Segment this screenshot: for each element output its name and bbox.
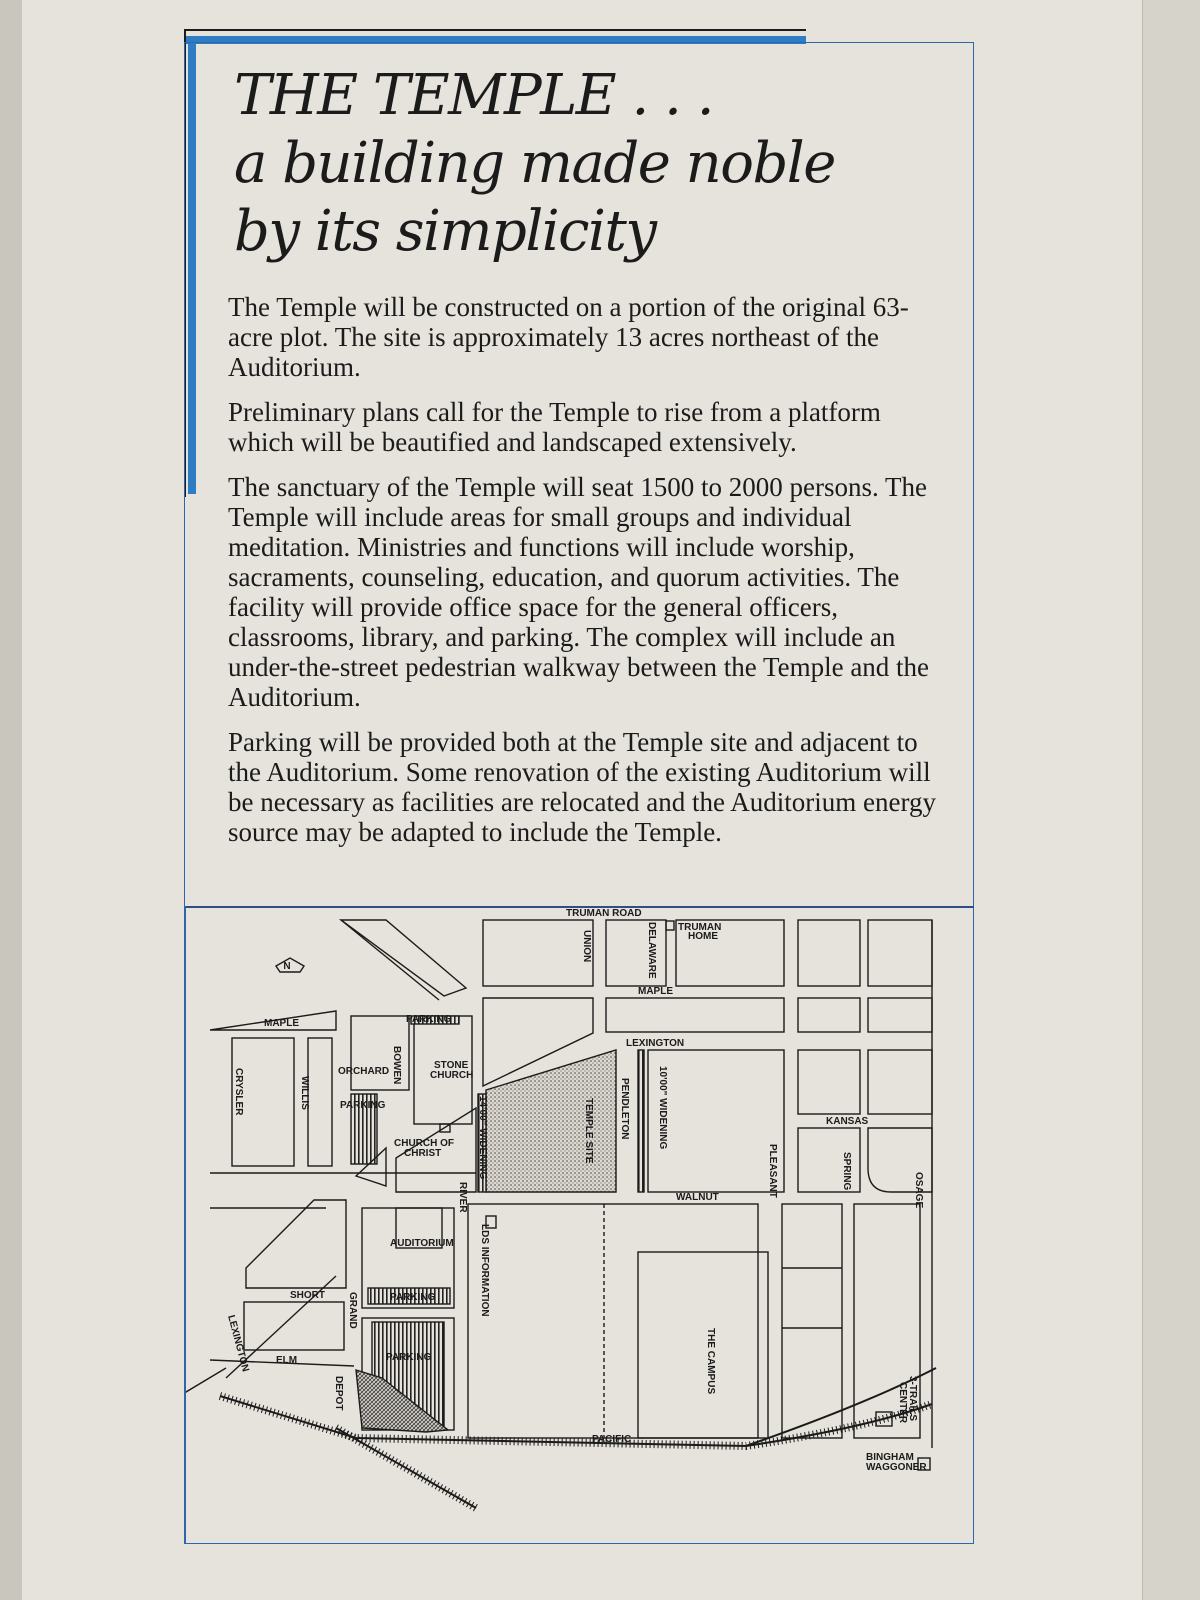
site-map [186,908,972,1542]
body-text [228,292,948,862]
label-depot: DEPOT [333,1376,344,1411]
label-stone-church-1: STONE [434,1060,469,1071]
truman-home-marker [666,921,674,930]
label-pleasant: PLEASANT [767,1144,778,1198]
block-maple-lexington [606,998,784,1032]
page-title [234,62,835,266]
label-truman-home-2: HOME [688,931,718,942]
title-line-1: THE TEMPLE . . . [234,63,713,128]
block-willis-orchard [308,1038,332,1166]
label-bingham-1: BINGHAM [866,1452,914,1463]
label-widening-14: 14'00" WIDENING [477,1096,488,1180]
title-line-3: by its simplicity [234,199,656,264]
block-short-south [244,1302,344,1350]
block-campus-west [468,1204,758,1438]
paragraph-site: The Temple will be constructed on a portion of the original 63-acre plot. The site is approximately 13 acres northeast of the Auditorium. [228,292,909,382]
label-church-of-christ-2: CHRIST [404,1148,442,1159]
block-short-north [246,1200,346,1288]
label-pendleton: PENDLETON [619,1078,630,1140]
label-bowen: BOWEN [391,1046,402,1085]
label-three-trails-2: CENTER [897,1382,908,1424]
label-parking-top: PARKING [406,1014,452,1025]
label-widening-10: 10'00" WIDENING [657,1066,668,1150]
paragraph-parking: Parking will be provided both at the Temple site and adjacent to the Auditorium. Some renovation of the existing Auditorium will be necessary as facilities are relocated and the Auditorium energy source may be adapted to include the Temple. [228,727,936,847]
label-walnut: WALNUT [676,1192,719,1203]
label-truman-home-1: TRUMAN [678,922,722,933]
label-stone-church-2: CHURCH [430,1070,474,1081]
label-lexington-sw: LEXINGTON [225,1313,251,1373]
label-crysler: CRYSLER [233,1068,244,1116]
label-grand: GRAND [347,1292,358,1329]
label-willis: WILLIS [299,1076,310,1110]
label-truman-road: TRUMAN ROAD [566,908,642,919]
label-union: UNION [581,930,592,963]
label-orchard: ORCHARD [338,1066,390,1077]
label-kansas: KANSAS [826,1116,869,1127]
street-diagonal [341,920,439,1000]
label-church-of-christ-1: CHURCH OF [394,1138,454,1149]
label-maple-left: MAPLE [264,1018,299,1029]
label-three-trails-1: 3-TRAILS [907,1376,918,1421]
block-e-1 [798,1050,860,1114]
temple-site-area [486,1050,616,1192]
block-e-2 [868,1050,932,1114]
label-parking-left: PARKING [340,1100,386,1111]
block-ne-2 [868,920,932,986]
label-auditorium: AUDITORIUM [390,1238,454,1249]
label-temple-site: TEMPLE SITE [583,1098,594,1164]
block-se-1 [782,1204,842,1438]
label-spring: SPRING [841,1152,852,1191]
top-black-rule [184,29,806,31]
label-bingham-2: WAGGONER [866,1462,927,1473]
block-diagonal-1 [341,920,466,996]
street-elm-west [186,1368,226,1398]
label-pacific: PACIFIC [592,1434,632,1445]
label-osage: OSAGE [913,1172,924,1209]
label-parking-mid: PARKING [390,1292,436,1303]
widening-10-strip [638,1050,644,1192]
block-ne-4 [868,998,932,1032]
city-blocks [186,920,932,1470]
paragraph-platform: Preliminary plans call for the Temple to rise from a platform which will be beautified and landscaped extensively. [228,397,881,457]
block-ne-3 [798,998,860,1032]
label-lexington: LEXINGTON [626,1038,685,1049]
label-elm: ELM [276,1355,298,1366]
label-river: RIVER [457,1182,468,1213]
block-ne-1 [798,920,860,986]
block-the-campus [638,1252,768,1438]
block-union-west [483,920,593,986]
label-delaware: DELAWARE [646,922,657,979]
label-lds-information: LDS INFORMATION [479,1224,490,1317]
next-page-edge [1142,0,1200,1600]
title-line-2: a building made noble [234,131,835,196]
paragraph-sanctuary: The sanctuary of the Temple will seat 1500 to 2000 persons. The Temple will include areas for small groups and individual meditation. Ministries and functions will include worship, sacraments, counseling, education, and quorum activities. The facility will provide office space for the general officers, classrooms, library, and parking. The complex will include an under-the-street pedestrian walkway between the Temple and the Auditorium. [228,472,930,712]
label-the-campus: THE CAMPUS [705,1328,716,1395]
north-label: N [283,961,291,972]
label-parking-bottom: PARKING [386,1352,432,1363]
label-short: SHORT [290,1290,325,1301]
label-maple-top: MAPLE [638,986,673,997]
